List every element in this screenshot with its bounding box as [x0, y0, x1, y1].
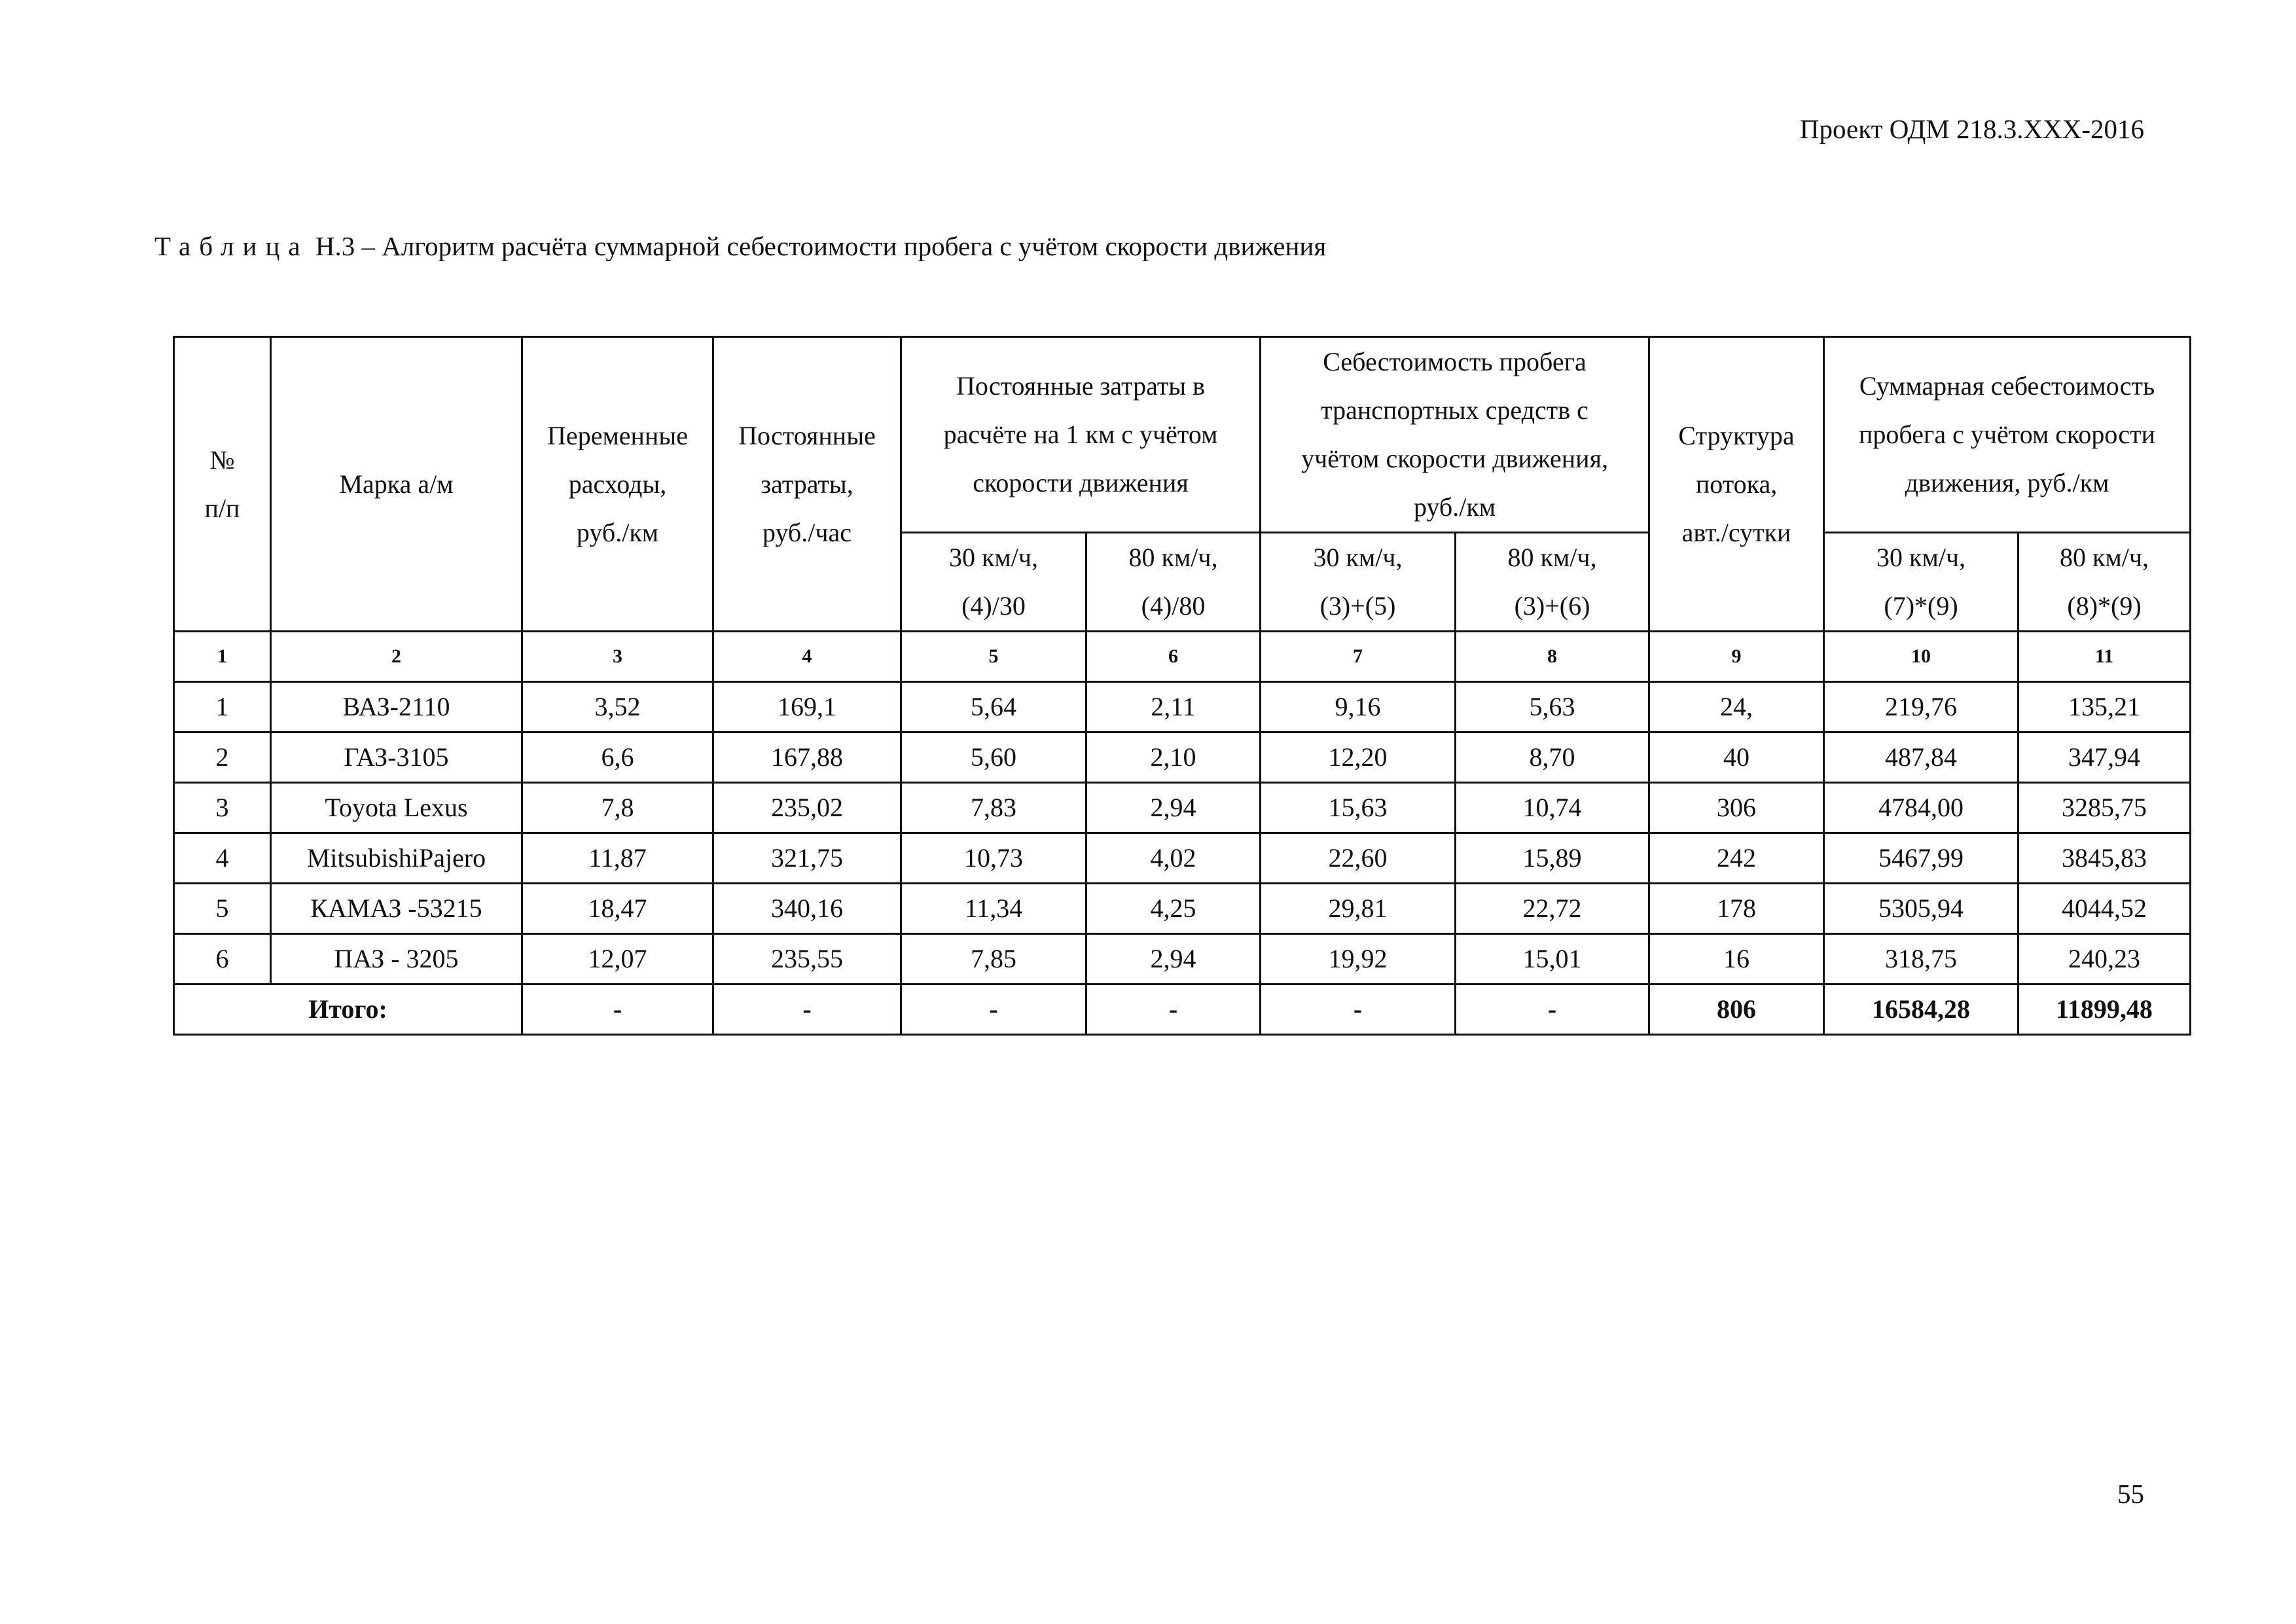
cell: 7,85	[901, 934, 1086, 984]
cell: 18,47	[522, 884, 713, 934]
subheader-cell: 80 км/ч, (4)/80	[1086, 533, 1261, 632]
column-number: 4	[713, 632, 901, 682]
document-code: Проект ОДМ 218.3.XXX-2016	[1799, 114, 2144, 144]
cell: 167,88	[713, 732, 901, 783]
cell: MitsubishiPajero	[271, 833, 522, 884]
cell: КАМАЗ -53215	[271, 884, 522, 934]
cell: 2,94	[1086, 783, 1261, 833]
cell: 4044,52	[2018, 884, 2191, 934]
cell: 5,64	[901, 682, 1086, 732]
table-row	[174, 783, 2191, 833]
column-number: 5	[901, 632, 1086, 682]
column-number: 8	[1456, 632, 1649, 682]
cell: ГАЗ-3105	[271, 732, 522, 783]
cell: 219,76	[1824, 682, 2018, 732]
total-label: Итого:	[174, 984, 522, 1035]
table-row	[174, 682, 2191, 732]
cell: ВАЗ-2110	[271, 682, 522, 732]
cell: 242	[1649, 833, 1824, 884]
total-cell: -	[901, 984, 1086, 1035]
cell: 15,63	[1261, 783, 1456, 833]
subheader-cell: 30 км/ч, (4)/30	[901, 533, 1086, 632]
header-brand: Марка а/м	[271, 337, 522, 632]
header-total-cost: Суммарная себестоимость пробега с учётом скорости движения, руб./км	[1824, 337, 2191, 533]
cell: 3	[174, 783, 271, 833]
header-flow-structure: Структура потока, авт./сутки	[1649, 337, 1824, 632]
cell: 347,94	[2018, 732, 2191, 783]
column-number: 6	[1086, 632, 1261, 682]
header-mileage-cost: Себестоимость пробега транспортных средств с учётом скорости движения, руб./км	[1261, 337, 1649, 533]
cell: 5467,99	[1824, 833, 2018, 884]
cell: 19,92	[1261, 934, 1456, 984]
cell: 178	[1649, 884, 1824, 934]
cell: 5	[174, 884, 271, 934]
total-cell: 16584,28	[1824, 984, 2018, 1035]
cell: 235,02	[713, 783, 901, 833]
header-variable-costs: Переменные расходы, руб./км	[522, 337, 713, 632]
cell: 11,34	[901, 884, 1086, 934]
cost-table	[173, 336, 2191, 1036]
column-number: 7	[1261, 632, 1456, 682]
cell: 2,10	[1086, 732, 1261, 783]
cell: 5,63	[1456, 682, 1649, 732]
cell: 3845,83	[2018, 833, 2191, 884]
column-number: 1	[174, 632, 271, 682]
cell: ПАЗ - 3205	[271, 934, 522, 984]
cell: 321,75	[713, 833, 901, 884]
cell: 235,55	[713, 934, 901, 984]
table-row	[174, 934, 2191, 984]
cell: 4,02	[1086, 833, 1261, 884]
cell: 487,84	[1824, 732, 2018, 783]
table-row	[174, 884, 2191, 934]
cell: 340,16	[713, 884, 901, 934]
cell: Toyota Lexus	[271, 783, 522, 833]
table-total-row	[174, 984, 2191, 1035]
cell: 15,01	[1456, 934, 1649, 984]
cell: 7,83	[901, 783, 1086, 833]
cell: 7,8	[522, 783, 713, 833]
cell: 306	[1649, 783, 1824, 833]
cell: 10,74	[1456, 783, 1649, 833]
header-num: № п/п	[174, 337, 271, 632]
cell: 12,07	[522, 934, 713, 984]
total-cell: 806	[1649, 984, 1824, 1035]
total-cell: -	[1261, 984, 1456, 1035]
subheader-cell: 80 км/ч, (3)+(6)	[1456, 533, 1649, 632]
cell: 9,16	[1261, 682, 1456, 732]
total-cell: -	[1456, 984, 1649, 1035]
table-caption-title: Н.3 – Алгоритм расчёта суммарной себестоимости пробега с учётом скорости движения	[315, 231, 1327, 261]
cell: 240,23	[2018, 934, 2191, 984]
cell: 3,52	[522, 682, 713, 732]
header-fixed-per-km: Постоянные затраты в расчёте на 1 км с учётом скорости движения	[901, 337, 1261, 533]
column-number: 2	[271, 632, 522, 682]
cell: 3285,75	[2018, 783, 2191, 833]
cell: 15,89	[1456, 833, 1649, 884]
cell: 11,87	[522, 833, 713, 884]
cell: 6	[174, 934, 271, 984]
subheader-cell: 30 км/ч, (7)*(9)	[1824, 533, 2018, 632]
cell: 1	[174, 682, 271, 732]
total-cell: 11899,48	[2018, 984, 2191, 1035]
cell: 135,21	[2018, 682, 2191, 732]
column-number: 11	[2018, 632, 2191, 682]
cell: 2,94	[1086, 934, 1261, 984]
column-number: 9	[1649, 632, 1824, 682]
subheader-cell: 30 км/ч, (3)+(5)	[1261, 533, 1456, 632]
total-cell: -	[522, 984, 713, 1035]
table-caption	[154, 230, 1326, 262]
table-caption-label: Таблица	[154, 231, 309, 261]
cell: 40	[1649, 732, 1824, 783]
cell: 4,25	[1086, 884, 1261, 934]
column-number: 10	[1824, 632, 2018, 682]
cell: 2	[174, 732, 271, 783]
cell: 5,60	[901, 732, 1086, 783]
total-cell: -	[713, 984, 901, 1035]
cell: 169,1	[713, 682, 901, 732]
cell: 12,20	[1261, 732, 1456, 783]
column-number-row	[174, 632, 2191, 682]
cell: 6,6	[522, 732, 713, 783]
page-number: 55	[2117, 1479, 2144, 1509]
cell: 4784,00	[1824, 783, 2018, 833]
column-number: 3	[522, 632, 713, 682]
subheader-cell: 80 км/ч, (8)*(9)	[2018, 533, 2191, 632]
cell: 2,11	[1086, 682, 1261, 732]
table-row	[174, 732, 2191, 783]
cell: 29,81	[1261, 884, 1456, 934]
cell: 5305,94	[1824, 884, 2018, 934]
cell: 22,72	[1456, 884, 1649, 934]
cell: 22,60	[1261, 833, 1456, 884]
cell: 24,	[1649, 682, 1824, 732]
cell: 16	[1649, 934, 1824, 984]
cell: 8,70	[1456, 732, 1649, 783]
cell: 10,73	[901, 833, 1086, 884]
header-fixed-costs: Постоянные затраты, руб./час	[713, 337, 901, 632]
total-cell: -	[1086, 984, 1261, 1035]
cell: 4	[174, 833, 271, 884]
cell: 318,75	[1824, 934, 2018, 984]
table-row	[174, 833, 2191, 884]
table-header-row	[174, 337, 2191, 533]
